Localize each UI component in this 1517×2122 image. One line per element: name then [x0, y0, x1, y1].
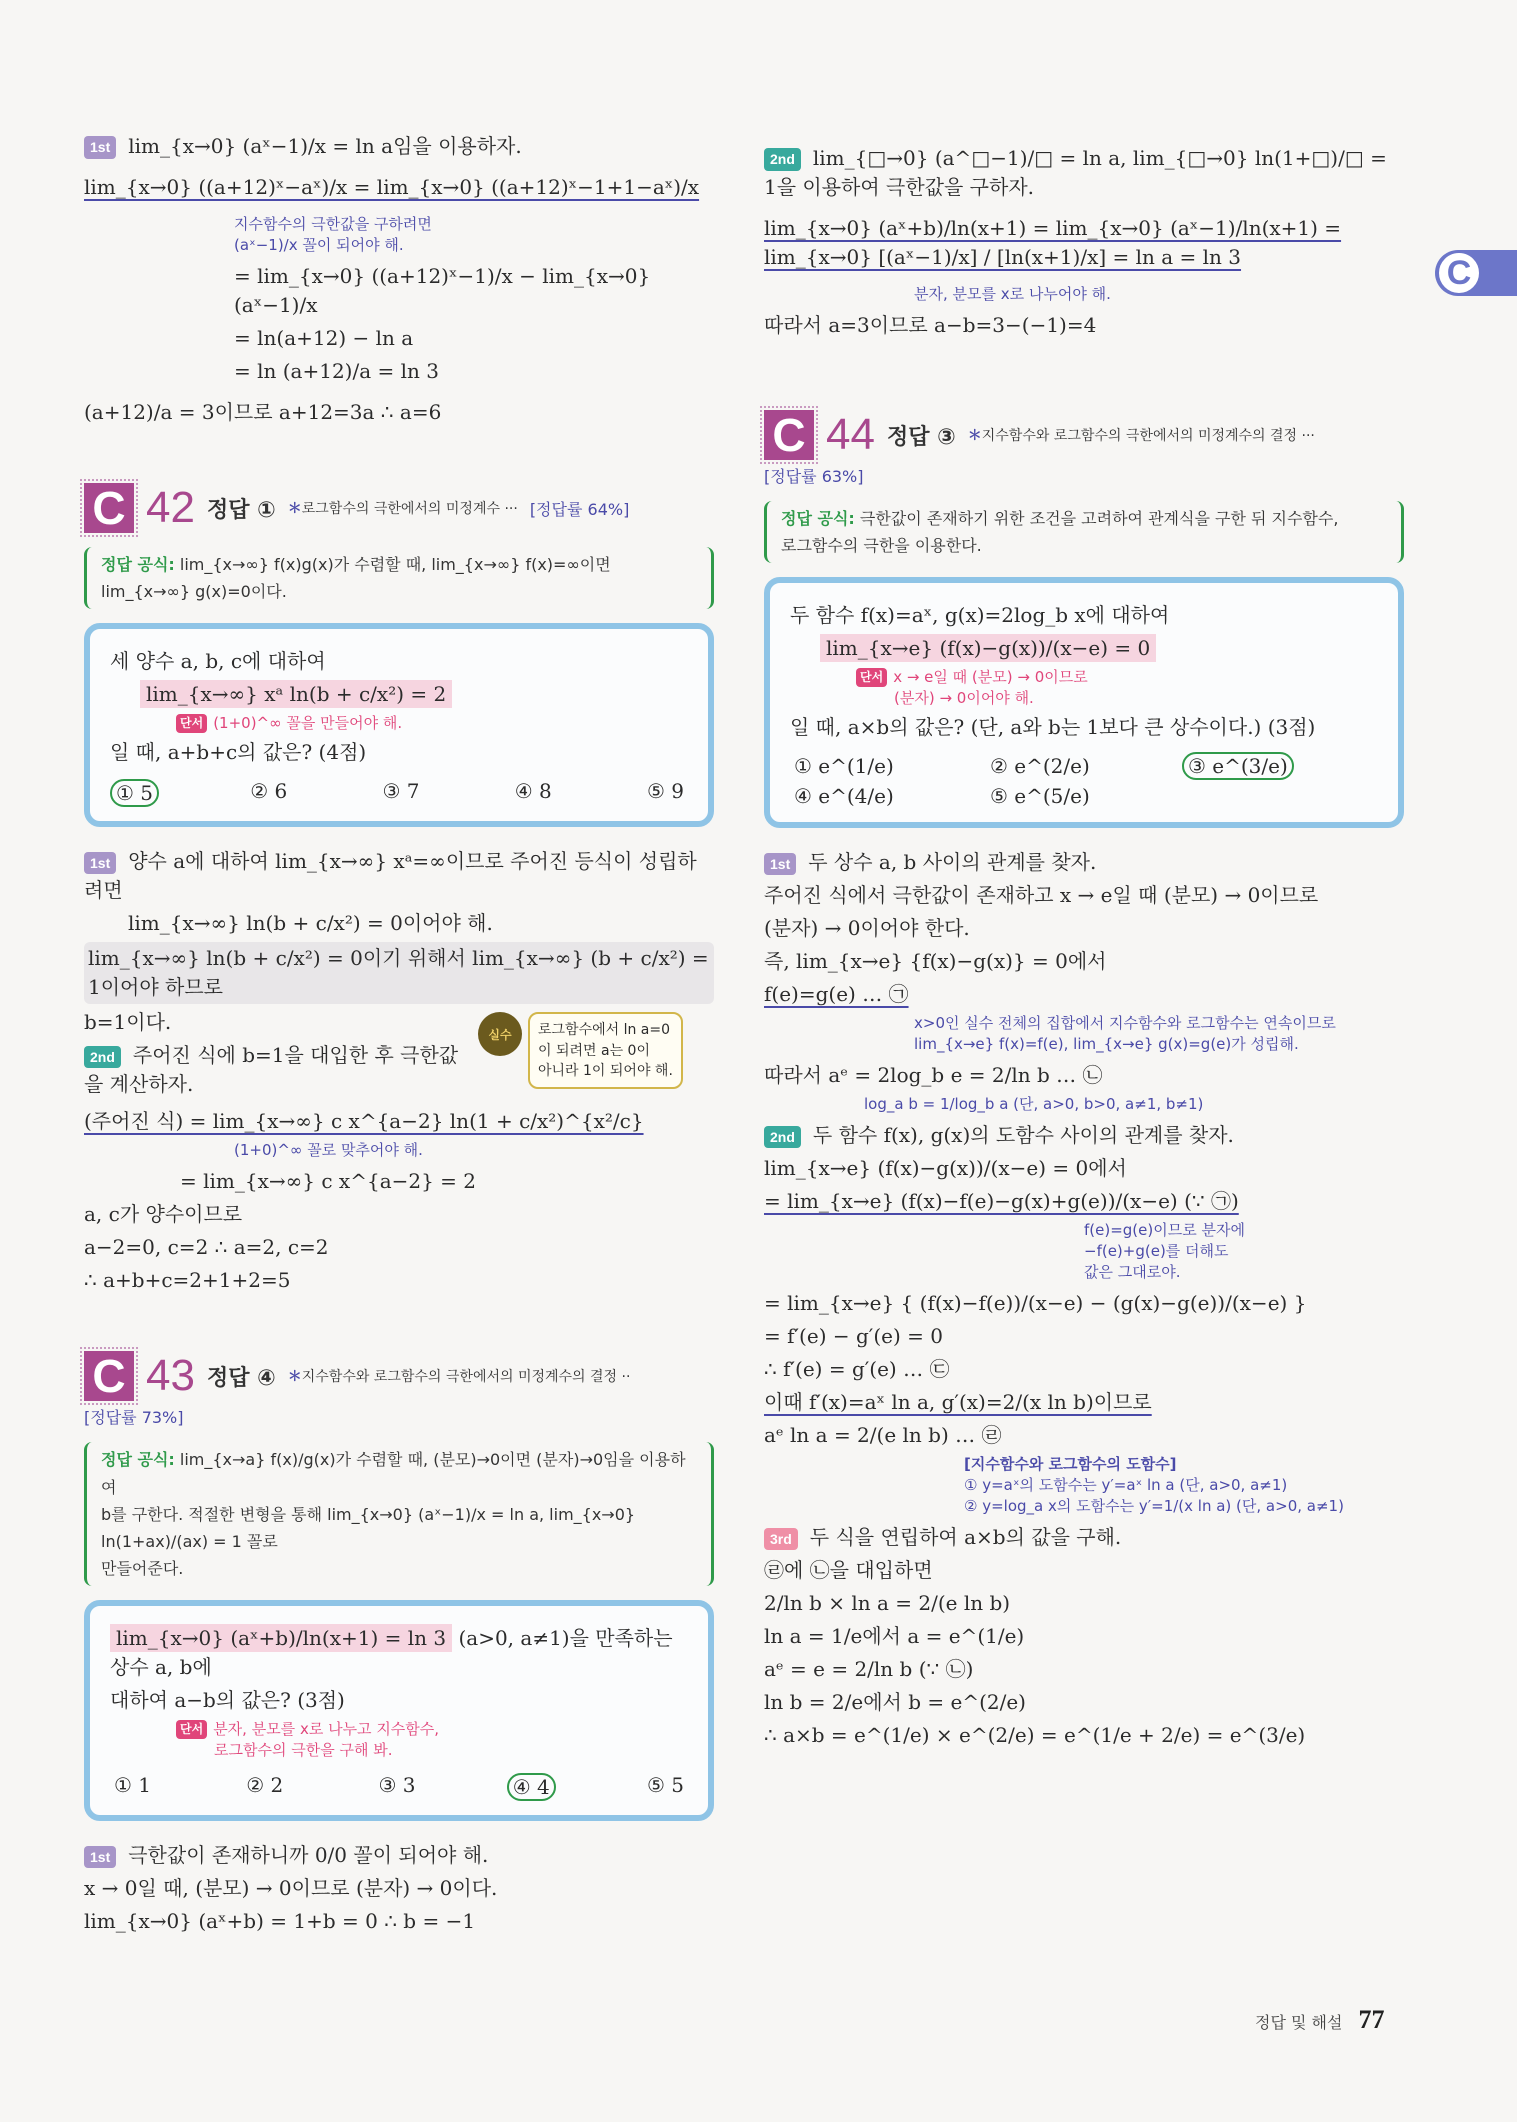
formula-text: 로그함수의 극한을 이용한다. [781, 536, 982, 556]
math-line: b=1이다. [84, 1010, 172, 1035]
math-line: ㉣에 ㉡을 대입하면 [764, 1558, 933, 1583]
hint [850, 667, 1378, 709]
math-line: aᵉ = e = 2/ln b (∵ ㉡) [764, 1657, 974, 1682]
question-header-42 [84, 483, 714, 533]
math-line: lim_{x→0} (aˣ+b)/ln(x+1) = lim_{x→0} (aˣ−1)/ln(x+1) = lim_{x→0} [(aˣ−1)/x] / [ln(x+1)/x] = ln a = ln 3 [764, 216, 1342, 269]
option-1-selected[interactable]: ① 5 [110, 779, 159, 807]
option-5[interactable]: ⑤ 5 [646, 1773, 684, 1798]
math-line: 주어진 식에서 극한값이 존재하고 x → e일 때 (분모) → 0이므로 [764, 883, 1319, 908]
footer-label: 정답 및 해설 [1255, 2013, 1343, 2032]
math-line: = lim_{x→∞} c x^{a−2} = 2 [180, 1169, 477, 1194]
math-line: lim_{x→0} ((a+12)ˣ−aˣ)/x = lim_{x→0} ((a+12)ˣ−1+1−aˣ)/x [84, 175, 700, 199]
annotation-note: log_a b = 1/log_b a (단, a>0, b>0, a≠1, b≠1) [864, 1095, 1204, 1114]
math-line: a, c가 양수이므로 [84, 1202, 243, 1227]
note-line: (aˣ−1)/x 꼴이 되어야 해. [234, 236, 404, 254]
category-badge: C [84, 1351, 134, 1401]
math-line: 따라서 a=3이므로 a−b=3−(−1)=4 [764, 313, 1097, 337]
options [110, 1773, 688, 1801]
expr-text: lim_{x→e} (f(x)−g(x))/(x−e) = 0 [820, 634, 1156, 662]
annotation-note [764, 1013, 1404, 1055]
problem-box [84, 623, 714, 827]
problem-text: 일 때, a+b+c의 값은? (4점) [110, 740, 367, 765]
step-2nd [764, 144, 1404, 202]
answer-label: 정답 ④ [206, 1365, 276, 1391]
topic: ＊지수함수와 로그함수의 극한에서의 미정계수의 결정 ·· [287, 1369, 631, 1386]
option-1[interactable]: ① 1 [114, 1773, 152, 1798]
question-number: 42 [146, 483, 195, 532]
step-1st [84, 1841, 714, 1870]
annotation-note [764, 1220, 1404, 1283]
step-2nd [764, 1121, 1404, 1150]
formula-text: lim_{x→a} f(x)/g(x)가 수렴할 때, (분모)→0이면 (분자)→0임을 이용하여 [101, 1450, 686, 1497]
math-line: lim_{x→∞} ln(b + c/x²) = 0이기 위해서 lim_{x→∞} (b + c/x²) = 1이어야 하므로 [84, 942, 714, 1004]
math-line: lim_{x→e} (f(x)−g(x))/(x−e) = 0에서 [764, 1156, 1127, 1181]
chapter-c-icon: C [1437, 251, 1481, 295]
note-line: −f(e)+g(e)를 더해도 [1084, 1242, 1229, 1261]
step-badge: 1st [84, 136, 116, 158]
callout-line: 이 되려면 a는 0이 [538, 1042, 650, 1059]
note-line: ② y=log_a x의 도함수는 y′=1/(x ln a) (단, a>0, a≠1) [964, 1497, 1344, 1516]
hint-tag: 단서 [176, 1720, 207, 1739]
step-text: lim_{□→0} (a^□−1)/□ = ln a, lim_{□→0} ln(1+□)/□ = 1을 이용하여 극한값을 구하자. [764, 146, 1387, 199]
step-text: 두 상수 a, b 사이의 관계를 찾자. [808, 850, 1097, 875]
annotation-note: 분자, 분모를 x로 나누어야 해. [914, 285, 1111, 303]
hint-text: 로그함수의 극한을 구해 봐. [214, 1741, 393, 1760]
problem-box [764, 577, 1404, 828]
expr-text: lim_{x→∞} xᵃ ln(b + c/x²) = 2 [140, 680, 452, 708]
note-line: 값은 그대로야. [1084, 1263, 1181, 1282]
math-line: ln a = 1/e에서 a = e^(1/e) [764, 1624, 1025, 1649]
hint-text: 분자, 분모를 x로 나누고 지수함수, [213, 1720, 440, 1739]
note-line: ① y=aˣ의 도함수는 y′=aˣ ln a (단, a>0, a≠1) [964, 1476, 1288, 1495]
step-badge: 1st [84, 1846, 116, 1868]
formula-label: 정답 공식: [101, 555, 175, 574]
step-text: lim_{x→0} (aˣ−1)/x = ln a임을 이용하자. [128, 134, 522, 158]
problem-text: 세 양수 a, b, c에 대하여 [110, 649, 326, 674]
option-2[interactable]: ② 6 [250, 779, 288, 804]
step-1st [84, 132, 714, 161]
options [790, 754, 1378, 808]
option-5[interactable]: ⑤ e^(5/e) [990, 784, 1090, 809]
formula-text: 극한값이 존재하기 위한 조건을 고려하여 관계식을 구한 뒤 지수함수, [859, 509, 1339, 528]
math-line: (a+12)/a = 3이므로 a+12=3a ∴ a=6 [84, 400, 442, 424]
mistake-callout [528, 1012, 683, 1089]
formula-box [764, 501, 1404, 563]
option-4-selected[interactable]: ④ 4 [507, 1773, 556, 1801]
step-1st [84, 847, 714, 905]
math-line: f(e)=g(e) … ㉠ [764, 982, 909, 1007]
formula-box [84, 547, 714, 609]
option-4[interactable]: ④ 8 [514, 779, 552, 804]
question-header-43 [84, 1351, 714, 1428]
math-line: lim_{x→0} (aˣ+b) = 1+b = 0 ∴ b = −1 [84, 1909, 476, 1934]
options [110, 779, 688, 807]
step-badge: 1st [764, 853, 796, 875]
math-line: = lim_{x→0} ((a+12)ˣ−1)/x − lim_{x→0} (aˣ−1)/x [234, 264, 651, 317]
math-line: a−2=0, c=2 ∴ a=2, c=2 [84, 1235, 329, 1260]
problem-expression [790, 634, 1378, 663]
correct-rate: [정답률 73%] [84, 1408, 184, 1428]
step-badge: 2nd [764, 148, 801, 170]
mistake-badge-icon: 실수 [478, 1012, 522, 1056]
math-line: ∴ a×b = e^(1/e) × e^(2/e) = e^(1/e + 2/e) = e^(3/e) [764, 1723, 1306, 1748]
hint-tag: 단서 [176, 714, 207, 733]
math-line: (분자) → 0이어야 한다. [764, 916, 970, 941]
correct-rate: [정답률 64%] [529, 499, 630, 519]
step-badge: 2nd [764, 1126, 801, 1148]
left-column [84, 128, 714, 1940]
option-5[interactable]: ⑤ 9 [646, 779, 684, 804]
question-number: 43 [146, 1351, 195, 1401]
hint-tag: 단서 [856, 668, 887, 687]
callout-line: 로그함수에서 ln a=0 [538, 1022, 671, 1039]
math-line: = ln(a+12) − ln a [234, 326, 414, 350]
math-line: ln b = 2/e에서 b = e^(2/e) [764, 1690, 1026, 1715]
option-4[interactable]: ④ e^(4/e) [794, 784, 894, 809]
option-3-selected[interactable]: ③ e^(3/e) [1182, 752, 1294, 780]
page-number: 77 [1358, 2005, 1385, 2034]
question-number: 44 [826, 410, 875, 459]
problem-expression [110, 680, 688, 709]
answer-label: 정답 ③ [886, 424, 956, 450]
step-3rd [764, 1523, 1404, 1552]
annotation-note: (1+0)^∞ 꼴로 맞추어야 해. [234, 1141, 423, 1160]
hint-text: (분자) → 0이어야 해. [894, 689, 1034, 708]
topic: ＊지수함수와 로그함수의 극한에서의 미정계수의 결정 ··· [967, 428, 1315, 444]
problem-box [84, 1600, 714, 1821]
formula-box [84, 1442, 714, 1586]
step-badge: 2nd [84, 1046, 121, 1068]
option-2[interactable]: ② e^(2/e) [990, 754, 1090, 779]
right-column [764, 140, 1404, 1754]
formula-text: lim_{x→∞} f(x)g(x)가 수렴할 때, lim_{x→∞} f(x)=∞이면 lim_{x→∞} g(x)=0이다. [101, 555, 611, 602]
topic-text: 지수함수와 로그함수의 극한에서의 미정계수의 결정 [981, 428, 1298, 444]
annotation-note [84, 214, 714, 256]
math-line: ∴ a+b+c=2+1+2=5 [84, 1268, 291, 1293]
math-line: = lim_{x→e} { (f(x)−f(e))/(x−e) − (g(x)−g(e))/(x−e) } [764, 1291, 1307, 1316]
step-1st [764, 848, 1404, 877]
step-badge: 3rd [764, 1528, 798, 1550]
topic: ＊로그함수의 극한에서의 미정계수 ··· [287, 501, 518, 517]
step-text: 주어진 식에 b=1을 대입한 후 극한값을 계산하자. [84, 1043, 459, 1097]
formula-label: 정답 공식: [781, 509, 855, 528]
step-text: 극한값이 존재하니까 0/0 꼴이 되어야 해. [128, 1843, 489, 1868]
question-header-44 [764, 410, 1404, 487]
math-line: x → 0일 때, (분모) → 0이므로 (분자) → 0이다. [84, 1876, 498, 1901]
math-line: 즉, lim_{x→e} {f(x)−g(x)} = 0에서 [764, 949, 1107, 974]
formula-label: 정답 공식: [101, 1450, 175, 1470]
math-line: lim_{x→∞} ln(b + c/x²) = 0이어야 해. [128, 911, 493, 936]
step-text: 두 함수 f(x), g(x)의 도함수 사이의 관계를 찾자. [812, 1123, 1234, 1148]
topic-text: 지수함수와 로그함수의 극한에서의 미정계수의 결정 [301, 1369, 618, 1386]
step-badge: 1st [84, 852, 116, 874]
note-line: [지수함수와 로그함수의 도함수] [964, 1455, 1177, 1474]
option-3[interactable]: ③ 7 [382, 779, 420, 804]
note-line: f(e)=g(e)이므로 분자에 [1084, 1221, 1245, 1240]
math-line: = f′(e) − g′(e) = 0 [764, 1324, 943, 1349]
math-line: = ln (a+12)/a = ln 3 [234, 359, 439, 383]
mistake-callout-group [478, 1012, 714, 1089]
formula-text: b를 구한다. 적절한 변형을 통해 lim_{x→0} (aˣ−1)/x = ln a, lim_{x→0} ln(1+ax)/(ax) = 1 꼴로 [101, 1504, 636, 1551]
page-footer [1255, 2005, 1384, 2035]
chapter-tab [1435, 250, 1517, 296]
topic-text: 로그함수의 극한에서의 미정계수 [301, 501, 500, 517]
math-line: 따라서 aᵉ = 2log_b e = 2/ln b … ㉡ [764, 1063, 1103, 1088]
problem-text: 두 함수 f(x)=aˣ, g(x)=2log_b x에 대하여 [790, 603, 1170, 628]
hint-text: x → e일 때 (분모) → 0이므로 [893, 668, 1088, 687]
note-line: 지수함수의 극한값을 구하려면 [234, 215, 432, 233]
step-text: 양수 a에 대하여 lim_{x→∞} xᵃ=∞이므로 주어진 등식이 성립하려면 [84, 849, 697, 903]
correct-rate: [정답률 63%] [764, 467, 864, 486]
hint [170, 713, 688, 734]
math-line: (주어진 식) = lim_{x→∞} c x^{a−2} ln(1 + c/x²)^{x²/c} [84, 1109, 644, 1134]
formula-text: 만들어준다. [101, 1559, 184, 1579]
math-line: 이때 f′(x)=aˣ ln a, g′(x)=2/(x ln b)이므로 [764, 1390, 1152, 1415]
hint [170, 1719, 688, 1761]
expr-text: lim_{x→0} (aˣ+b)/ln(x+1) = ln 3 [110, 1624, 452, 1652]
option-3[interactable]: ③ 3 [378, 1773, 416, 1798]
answer-label: 정답 ① [206, 497, 276, 523]
problem-text: 일 때, a×b의 값은? (단, a와 b는 1보다 큰 상수이다.) (3점) [790, 715, 1316, 740]
note-line: x>0인 실수 전체의 집합에서 지수함수와 로그함수는 연속이므로 [914, 1014, 1336, 1033]
callout-line: 아니라 1이 되어야 해. [538, 1062, 673, 1079]
annotation-note [764, 1454, 1404, 1517]
math-line: = lim_{x→e} (f(x)−f(e)−g(x)+g(e))/(x−e) (∵ ㉠) [764, 1189, 1239, 1214]
problem-text: (a>0, a≠1)을 만족하는 상수 a, b에 [110, 1626, 673, 1680]
math-line: aᵉ ln a = 2/(e ln b) … ㉣ [764, 1423, 1002, 1448]
option-1[interactable]: ① e^(1/e) [794, 754, 894, 779]
hint-text: (1+0)^∞ 꼴을 만들어야 해. [213, 714, 403, 733]
math-line: ∴ f′(e) = g′(e) … ㉢ [764, 1357, 950, 1382]
problem-text: 대하여 a−b의 값은? (3점) [110, 1688, 345, 1713]
category-badge: C [764, 410, 814, 460]
note-line: lim_{x→e} f(x)=f(e), lim_{x→e} g(x)=g(e)가 성립해. [914, 1035, 1299, 1054]
math-line: 2/ln b × ln a = 2/(e ln b) [764, 1591, 1011, 1616]
category-badge: C [84, 483, 134, 533]
problem-expression [110, 1624, 688, 1682]
step-text: 두 식을 연립하여 a×b의 값을 구해. [809, 1525, 1122, 1550]
option-2[interactable]: ② 2 [246, 1773, 284, 1798]
